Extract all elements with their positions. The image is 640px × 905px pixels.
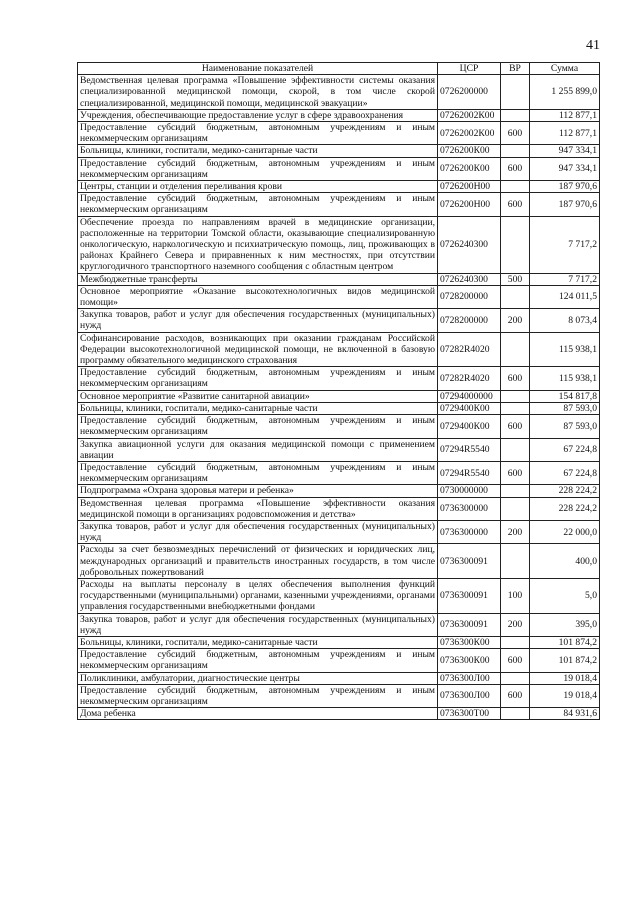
row-vr: 600 xyxy=(501,649,530,672)
table-row xyxy=(78,332,600,367)
row-name: Предоставление субсидий бюджетным, автономным учреждениям и иным некоммерческим организациям xyxy=(78,649,438,672)
row-sum: 22 000,0 xyxy=(530,520,600,543)
row-vr xyxy=(501,181,530,193)
row-vr: 600 xyxy=(501,684,530,707)
row-name: Закупка товаров, работ и услуг для обеспечения государственных (муниципальных) нужд xyxy=(78,309,438,332)
row-csr: 0728200000 xyxy=(438,309,501,332)
row-vr xyxy=(501,708,530,720)
row-sum: 228 224,2 xyxy=(530,485,600,497)
row-name: Дома ребенка xyxy=(78,708,438,720)
row-csr: 0736300Т00 xyxy=(438,708,501,720)
row-name: Закупка товаров, работ и услуг для обеспечения государственных (муниципальных) нужд xyxy=(78,613,438,636)
row-csr: 0736300000 xyxy=(438,520,501,543)
row-name: Софинансирование расходов, возникающих при оказании гражданам Российской Федерации высокотехнологичной медицинской помощи, не включенной в базовую программу обязательного медицинского страхования xyxy=(78,332,438,367)
row-sum: 187 970,6 xyxy=(530,193,600,216)
table-header-row xyxy=(78,63,600,75)
row-vr xyxy=(501,485,530,497)
table-row xyxy=(78,390,600,402)
row-csr: 0736300000 xyxy=(438,497,501,520)
table-row xyxy=(78,684,600,707)
table-row xyxy=(78,497,600,520)
header-csr: ЦСР xyxy=(438,63,501,75)
row-vr xyxy=(501,109,530,121)
row-sum: 947 334,1 xyxy=(530,157,600,180)
row-name: Закупка товаров, работ и услуг для обеспечения государственных (муниципальных) нужд xyxy=(78,520,438,543)
row-vr xyxy=(501,402,530,414)
row-sum: 124 011,5 xyxy=(530,285,600,308)
row-csr: 0736300091 xyxy=(438,544,501,579)
table-row xyxy=(78,649,600,672)
row-name: Обеспечение проезда по направлениям врачей в медицинские организации, расположенные на территории Томской области, оказывающие специализированную онкологическую, наркологическую и психиатрическую помощь, лиц, проживающих в районах Крайнего Севера и приравненных к ним местностях, при отсутствии круглогодичного транспортного наземного сообщения с областным центром xyxy=(78,216,438,273)
row-sum: 112 877,1 xyxy=(530,122,600,145)
row-sum: 7 717,2 xyxy=(530,273,600,285)
row-sum: 1 255 899,0 xyxy=(530,75,600,110)
table-row xyxy=(78,273,600,285)
row-sum: 5,0 xyxy=(530,578,600,613)
row-name: Учреждения, обеспечивающие предоставление услуг в сфере здравоохранения xyxy=(78,109,438,121)
row-name: Межбюджетные трансферты xyxy=(78,273,438,285)
row-name: Основное мероприятие «Развитие санитарной авиации» xyxy=(78,390,438,402)
row-csr: 07294R5540 xyxy=(438,438,501,461)
table-row xyxy=(78,157,600,180)
table-row xyxy=(78,485,600,497)
row-csr: 0729400К00 xyxy=(438,415,501,438)
row-sum: 112 877,1 xyxy=(530,109,600,121)
row-csr: 0726200000 xyxy=(438,75,501,110)
row-csr: 07262002К00 xyxy=(438,122,501,145)
row-sum: 947 334,1 xyxy=(530,145,600,157)
row-sum: 87 593,0 xyxy=(530,402,600,414)
table-row xyxy=(78,415,600,438)
row-name: Больницы, клиники, госпитали, медико-санитарные части xyxy=(78,636,438,648)
table-row xyxy=(78,708,600,720)
row-name: Предоставление субсидий бюджетным, автономным учреждениям и иным некоммерческим организациям xyxy=(78,193,438,216)
row-sum: 7 717,2 xyxy=(530,216,600,273)
row-vr xyxy=(501,438,530,461)
row-name: Подпрограмма «Охрана здоровья матери и ребенка» xyxy=(78,485,438,497)
row-sum: 101 874,2 xyxy=(530,649,600,672)
row-sum: 115 938,1 xyxy=(530,332,600,367)
row-name: Предоставление субсидий бюджетным, автономным учреждениям и иным некоммерческим организациям xyxy=(78,367,438,390)
table-row xyxy=(78,109,600,121)
row-name: Закупка авиационной услуги для оказания медицинской помощи с применением авиации xyxy=(78,438,438,461)
header-sum: Сумма xyxy=(530,63,600,75)
table-row xyxy=(78,309,600,332)
row-sum: 154 817,8 xyxy=(530,390,600,402)
row-name: Расходы за счет безвозмездных перечислений от физических и юридических лиц, международных организаций и правительств иностранных государств, в том числе добровольных пожертвований xyxy=(78,544,438,579)
row-vr xyxy=(501,390,530,402)
row-name: Ведомственная целевая программа «Повышение эффективности системы оказания специализированной медицинской помощи, скорой, в том числе скорой специализированной, медицинской помощи, медицинской эвакуации» xyxy=(78,75,438,110)
row-name: Больницы, клиники, госпитали, медико-санитарные части xyxy=(78,145,438,157)
row-sum: 84 931,6 xyxy=(530,708,600,720)
table-row xyxy=(78,461,600,484)
row-name: Предоставление субсидий бюджетным, автономным учреждениям и иным некоммерческим организациям xyxy=(78,157,438,180)
page-number: 41 xyxy=(586,38,600,53)
row-name: Предоставление субсидий бюджетным, автономным учреждениям и иным некоммерческим организациям xyxy=(78,684,438,707)
row-vr: 600 xyxy=(501,415,530,438)
row-name: Предоставление субсидий бюджетным, автономным учреждениям и иным некоммерческим организациям xyxy=(78,415,438,438)
row-sum: 87 593,0 xyxy=(530,415,600,438)
row-csr: 0726200Н00 xyxy=(438,193,501,216)
row-csr: 07262002К00 xyxy=(438,109,501,121)
row-csr: 0730000000 xyxy=(438,485,501,497)
row-vr xyxy=(501,497,530,520)
table-body xyxy=(78,75,600,720)
budget-table xyxy=(77,62,600,720)
table-row xyxy=(78,438,600,461)
header-name: Наименование показателей xyxy=(78,63,438,75)
row-csr: 0726200Н00 xyxy=(438,181,501,193)
row-csr: 0736300К00 xyxy=(438,649,501,672)
row-name: Центры, станции и отделения переливания крови xyxy=(78,181,438,193)
table-row xyxy=(78,613,600,636)
row-csr: 0726200К00 xyxy=(438,157,501,180)
row-name: Предоставление субсидий бюджетным, автономным учреждениям и иным некоммерческим организациям xyxy=(78,461,438,484)
row-vr: 600 xyxy=(501,157,530,180)
table-row xyxy=(78,578,600,613)
row-vr xyxy=(501,285,530,308)
table-row xyxy=(78,367,600,390)
row-csr: 0736300091 xyxy=(438,578,501,613)
table-row xyxy=(78,193,600,216)
row-csr: 0726240300 xyxy=(438,216,501,273)
table-row xyxy=(78,672,600,684)
row-sum: 8 073,4 xyxy=(530,309,600,332)
row-vr xyxy=(501,672,530,684)
row-vr xyxy=(501,145,530,157)
table-row xyxy=(78,122,600,145)
row-vr: 600 xyxy=(501,461,530,484)
row-sum: 67 224,8 xyxy=(530,461,600,484)
header-vr: ВР xyxy=(501,63,530,75)
row-name: Предоставление субсидий бюджетным, автономным учреждениям и иным некоммерческим организациям xyxy=(78,122,438,145)
row-name: Ведомственная целевая программа «Повышение эффективности оказания медицинской помощи в организациях родовспоможения и детства» xyxy=(78,497,438,520)
row-csr: 07294R5540 xyxy=(438,461,501,484)
table-row xyxy=(78,181,600,193)
row-csr: 0736300091 xyxy=(438,613,501,636)
row-sum: 101 874,2 xyxy=(530,636,600,648)
row-sum: 67 224,8 xyxy=(530,438,600,461)
row-vr: 200 xyxy=(501,309,530,332)
row-csr: 0736300Л00 xyxy=(438,684,501,707)
row-vr: 100 xyxy=(501,578,530,613)
row-name: Расходы на выплаты персоналу в целях обеспечения выполнения функций государственными (муниципальными) органами, казенными учреждениями, органами управления государственными внебюджетными фондами xyxy=(78,578,438,613)
row-csr: 0726200К00 xyxy=(438,145,501,157)
table-row xyxy=(78,402,600,414)
row-vr xyxy=(501,216,530,273)
row-name: Поликлиники, амбулатории, диагностические центры xyxy=(78,672,438,684)
row-sum: 400,0 xyxy=(530,544,600,579)
table-row xyxy=(78,285,600,308)
table-row xyxy=(78,520,600,543)
table-row xyxy=(78,544,600,579)
row-csr: 0728200000 xyxy=(438,285,501,308)
row-csr: 0729400К00 xyxy=(438,402,501,414)
row-vr xyxy=(501,332,530,367)
row-sum: 115 938,1 xyxy=(530,367,600,390)
table-row xyxy=(78,75,600,110)
row-csr: 0726240300 xyxy=(438,273,501,285)
row-sum: 19 018,4 xyxy=(530,672,600,684)
row-csr: 07294000000 xyxy=(438,390,501,402)
table-row xyxy=(78,145,600,157)
row-sum: 19 018,4 xyxy=(530,684,600,707)
row-csr: 0736300К00 xyxy=(438,636,501,648)
row-vr xyxy=(501,544,530,579)
row-vr: 500 xyxy=(501,273,530,285)
row-vr xyxy=(501,75,530,110)
row-vr: 600 xyxy=(501,122,530,145)
row-name: Больницы, клиники, госпитали, медико-санитарные части xyxy=(78,402,438,414)
row-sum: 228 224,2 xyxy=(530,497,600,520)
row-vr: 200 xyxy=(501,520,530,543)
table-row xyxy=(78,636,600,648)
row-vr: 600 xyxy=(501,193,530,216)
row-name: Основное мероприятие «Оказание высокотехнологичных видов медицинской помощи» xyxy=(78,285,438,308)
table-row xyxy=(78,216,600,273)
row-csr: 0736300Л00 xyxy=(438,672,501,684)
row-vr: 600 xyxy=(501,367,530,390)
row-vr xyxy=(501,636,530,648)
row-vr: 200 xyxy=(501,613,530,636)
row-csr: 07282R4020 xyxy=(438,367,501,390)
row-sum: 187 970,6 xyxy=(530,181,600,193)
row-csr: 07282R4020 xyxy=(438,332,501,367)
row-sum: 395,0 xyxy=(530,613,600,636)
